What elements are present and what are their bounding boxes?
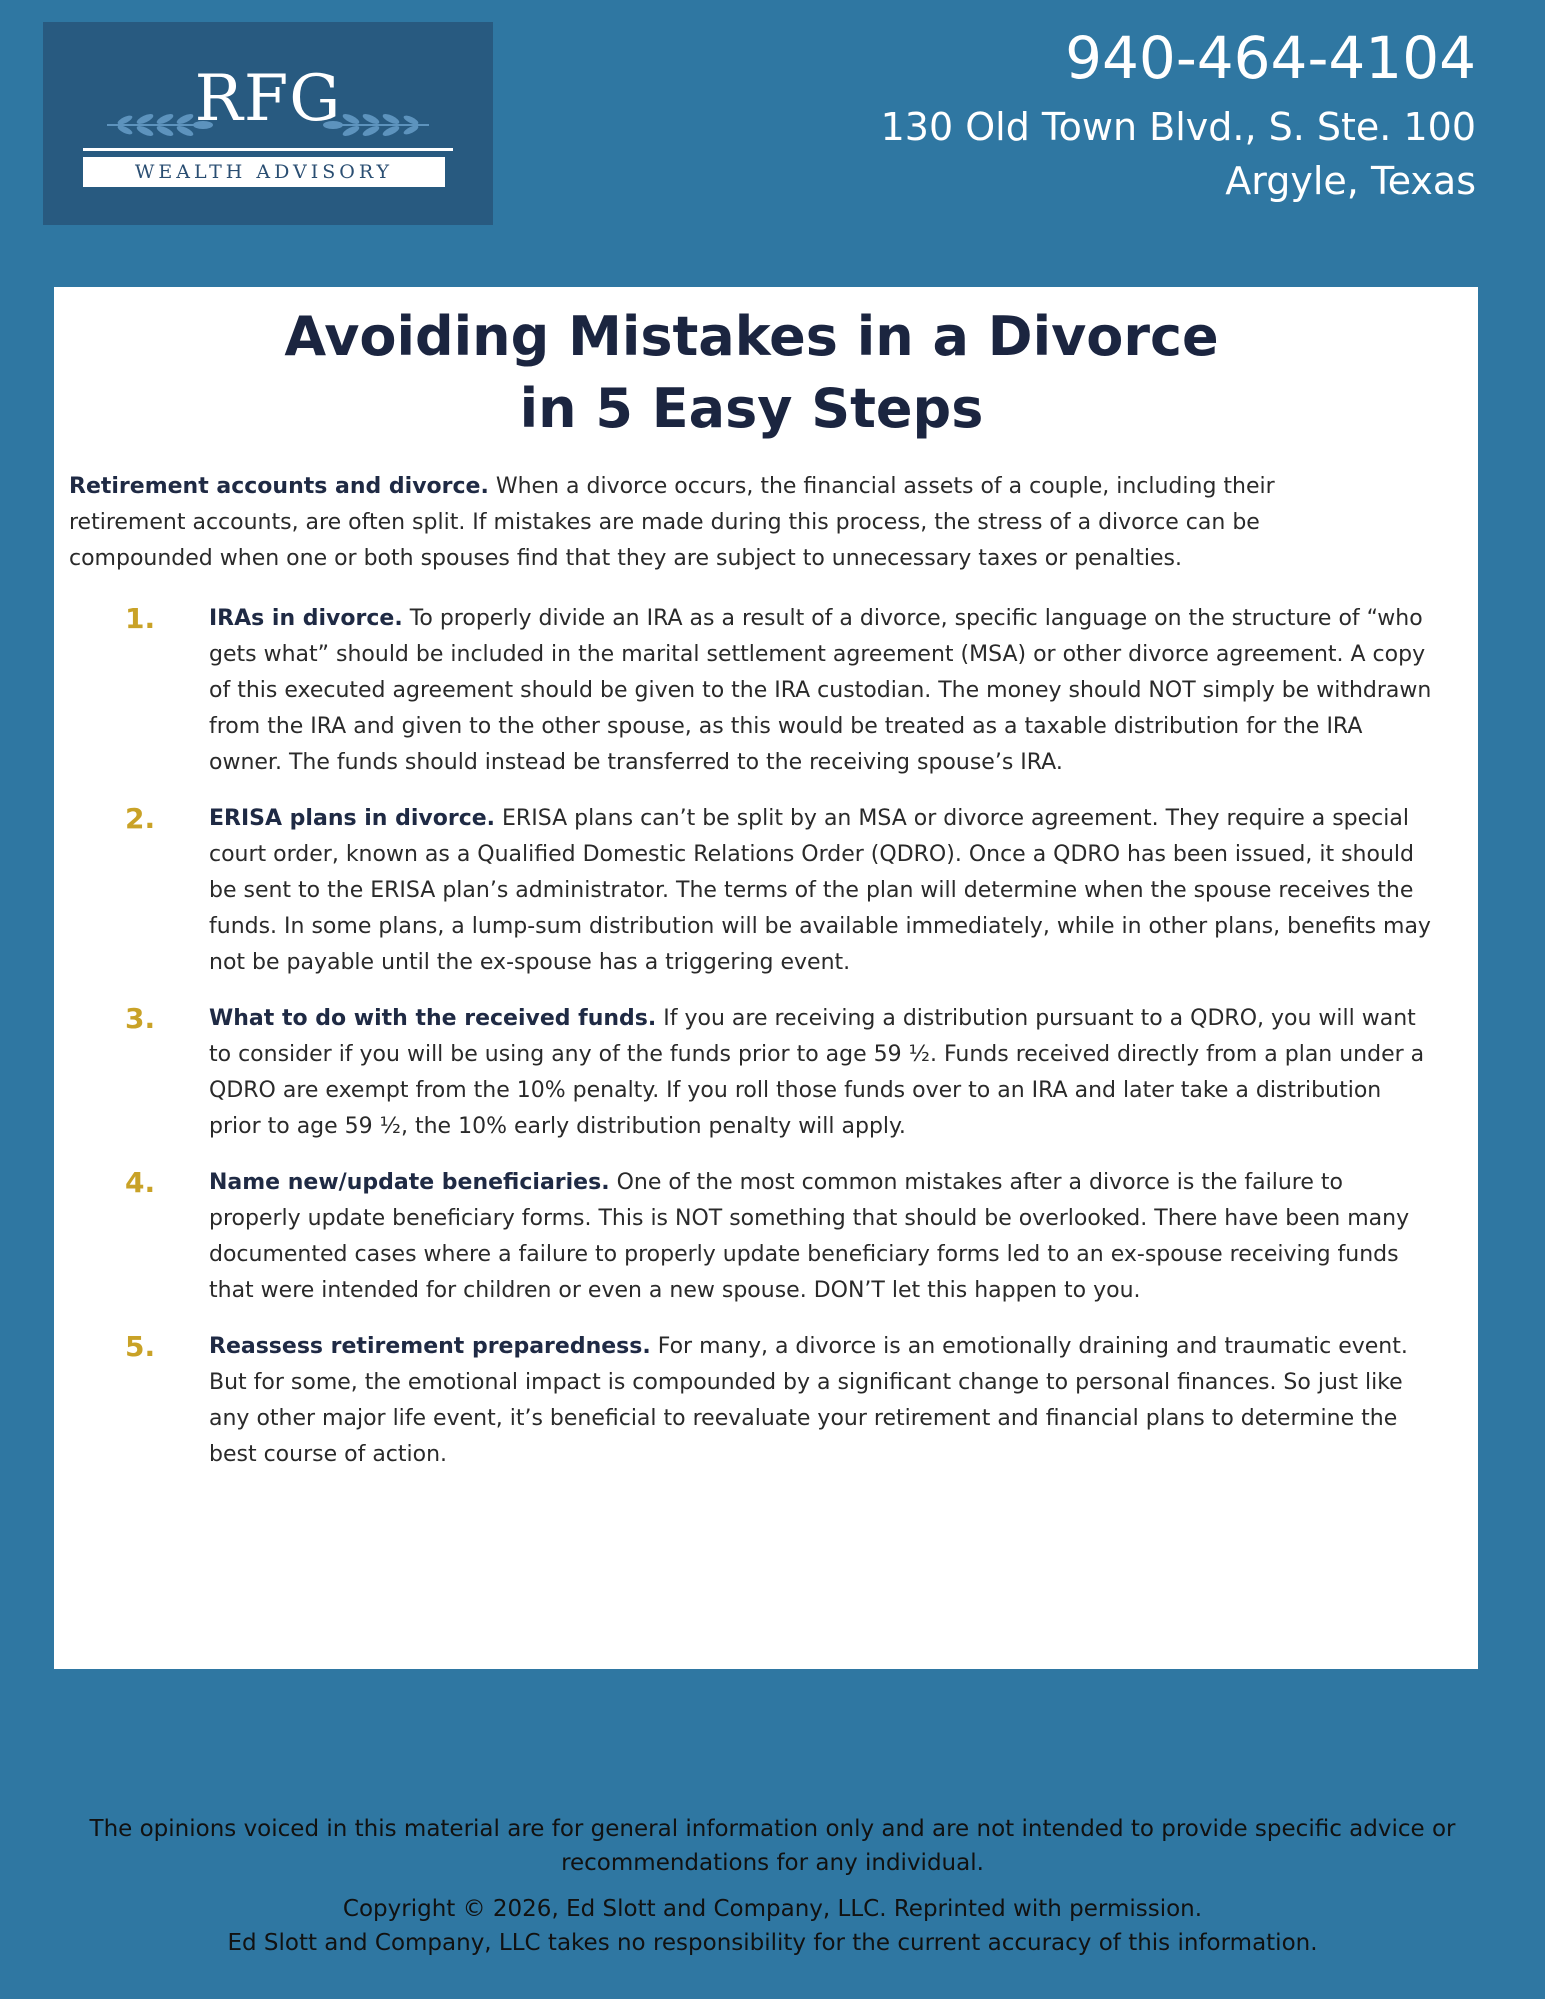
- intro-text: When a divorce occurs, the financial assets of a couple, including their retirement accounts, are often split. If mistakes are made during this process, the stress of a divorce can be compounded when one or both spouses find that they are subject to unnecessary taxes or penalties.: [69, 474, 1275, 571]
- step-body: [209, 801, 1434, 981]
- step-body: [209, 1329, 1434, 1473]
- footer: [30, 1812, 1515, 1960]
- company-logo: [43, 22, 493, 225]
- step-item: [69, 1001, 1434, 1145]
- step-item: [69, 1165, 1434, 1309]
- step-text: If you are receiving a distribution pursuant to a QDRO, you will want to consider if you will be using any of the funds prior to age 59 ½. Funds received directly from a plan under a QDRO are exempt from the 10% penalty. If you roll those funds over to an IRA and later take a distribution prior to age 59 ½, the 10% early distribution penalty will apply.: [209, 1006, 1425, 1139]
- step-text: One of the most common mistakes after a divorce is the failure to properly update beneficiary forms. This is NOT something that should be overlooked. There have been many documented cases where a failure to properly update beneficiary forms led to an ex-spouse receiving funds that were intended for children or even a new spouse. DON’T let this happen to you.: [209, 1170, 1410, 1303]
- street-address: 130 Old Town Blvd., S. Ste. 100: [880, 105, 1476, 149]
- title-line-2: in 5 Easy Steps: [519, 377, 984, 440]
- step-number: 1.: [125, 602, 156, 635]
- step-number: 2.: [125, 802, 156, 835]
- disclaimer: The opinions voiced in this material are for general information only and are not intended to provide specific advice or recommendations for any individual.: [89, 1816, 1456, 1876]
- step-body: [209, 601, 1434, 781]
- step-item: [69, 801, 1434, 981]
- article-card: [54, 287, 1478, 1669]
- responsibility-note: Ed Slott and Company, LLC takes no responsibility for the current accuracy of this information.: [227, 1930, 1318, 1956]
- step-number: 4.: [125, 1166, 156, 1199]
- step-text: To properly divide an IRA as a result of a divorce, specific language on the structure of “who gets what” should be included in the marital settlement agreement (MSA) or other divorce agreement. A copy of this executed agreement should be given to the IRA custodian. The money should NOT simply be withdrawn from the IRA and given to the other spouse, as this would be treated as a taxable distribution for the IRA owner. The funds should instead be transferred to the receiving spouse’s IRA.: [209, 606, 1432, 775]
- step-text: ERISA plans can’t be split by an MSA or divorce agreement. They require a special court order, known as a Qualified Domestic Relations Order (QDRO). Once a QDRO has been issued, it should be sent to the ERISA plan’s administrator. The terms of the plan will determine when the spouse receives the funds. In some plans, a lump-sum distribution will be available immediately, while in other plans, benefits may not be payable until the ex-spouse has a triggering event.: [209, 806, 1431, 975]
- step-text: For many, a divorce is an emotionally draining and traumatic event. But for some, the emotional impact is compounded by a significant change to personal finances. So just like any other major life event, it’s beneficial to reevaluate your retirement and financial plans to determine the best course of action.: [209, 1334, 1408, 1467]
- title-line-1: Avoiding Mistakes in a Divorce: [284, 305, 1219, 368]
- city-state: Argyle, Texas: [1225, 159, 1476, 203]
- step-lead: ERISA plans in divorce.: [209, 806, 496, 831]
- logo-tagline: WEALTH ADVISORY: [83, 157, 445, 187]
- copyright: Copyright © 2026, Ed Slott and Company, LLC. Reprinted with permission.: [342, 1896, 1203, 1922]
- step-number: 5.: [125, 1330, 156, 1363]
- intro-paragraph: [69, 469, 1434, 577]
- phone-number[interactable]: 940-464-4104: [1065, 24, 1476, 92]
- step-lead: Reassess retirement preparedness.: [209, 1334, 651, 1359]
- step-number: 3.: [125, 1002, 156, 1035]
- step-body: [209, 1165, 1434, 1309]
- intro-lead: Retirement accounts and divorce.: [69, 474, 489, 499]
- step-body: [209, 1001, 1434, 1145]
- step-lead: What to do with the received funds.: [209, 1006, 657, 1031]
- step-item: [69, 1329, 1434, 1473]
- steps-list: [69, 601, 1434, 1473]
- logo-brand: RFG: [194, 62, 342, 136]
- logo-divider: [83, 148, 453, 151]
- step-lead: IRAs in divorce.: [209, 606, 403, 631]
- contact-info: [881, 22, 1476, 208]
- step-lead: Name new/update beneficiaries.: [209, 1170, 610, 1195]
- step-item: [69, 601, 1434, 781]
- page-title: [69, 301, 1434, 445]
